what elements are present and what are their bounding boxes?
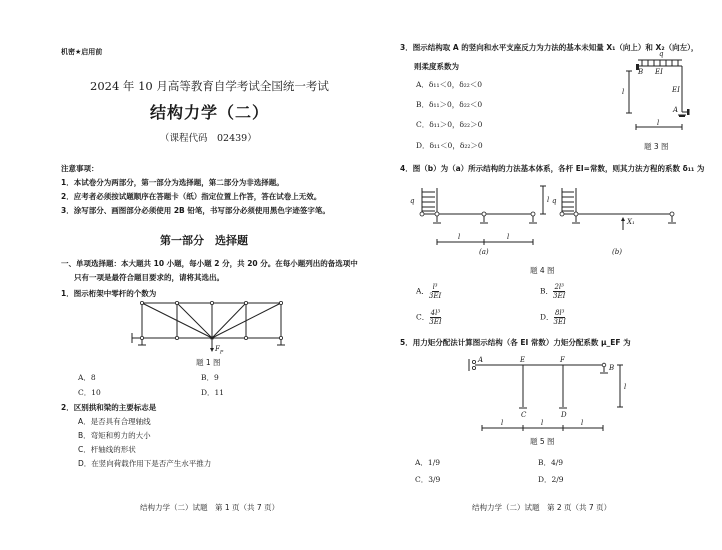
question-4-stem: 4．图（b）为（a）所示结构的力法基本体系，各杆 EI=常数，则其力法方程的系数 δ₁₁ 为: [400, 164, 705, 173]
load-label-fp: $F_P$: [215, 345, 224, 356]
fig3-label-ei-top: EI: [655, 68, 663, 76]
q2-option-a[interactable]: A．是否具有合理轴线: [78, 417, 151, 426]
frame-figure-5: [380, 0, 722, 450]
subject-title: 结构力学（二）: [150, 103, 270, 122]
note-item: 2．应考者必须按试题顺序在答题卡（纸）指定位置上作答，答在试卷上无效。: [61, 192, 322, 201]
figure-5-caption: 题 5 图: [530, 437, 555, 446]
q3-option-d[interactable]: D．δ₁₁＜0，δ₂₂＞0: [416, 141, 483, 150]
fig4-sub-b: (b): [612, 248, 622, 256]
question-5-stem: 5．用力矩分配法计算图示结构（各 EI 常数）力矩分配系数 μ_EF 为: [400, 338, 631, 347]
exam-title: 2024 年 10 月高等教育自学考试全国统一考试: [90, 79, 329, 93]
section-intro-cont: 只有一项是最符合题目要求的，请将其选出。: [74, 273, 224, 282]
notes-heading: 注意事项：: [61, 164, 99, 173]
course-code: （课程代码 02439）: [160, 133, 257, 144]
q4-option-c[interactable]: C． $\frac{\text{4l³}}{3EI}$: [416, 309, 442, 326]
fig5-label-f: F: [560, 356, 565, 364]
fig5-label-e: E: [520, 356, 526, 364]
q1-option-d[interactable]: D．11: [201, 388, 225, 397]
figure-3-caption: 题 3 图: [644, 142, 669, 151]
q4-option-a[interactable]: A． $\frac{\text{l³}}{3EI}$: [416, 283, 442, 300]
fig4-dim-vertical: l: [547, 196, 550, 204]
fig4b-label-q: q: [552, 197, 557, 205]
question-1-stem: 1．图示桁架中零杆的个数为: [61, 289, 157, 298]
q1-option-a[interactable]: A．8: [78, 373, 96, 382]
question-3-stem-cont: 则柔度系数为: [414, 62, 459, 71]
fig3-dim-vertical: l: [622, 88, 625, 96]
fig5-dim-l1: l: [501, 419, 504, 427]
q5-option-b[interactable]: B．4/9: [538, 458, 564, 467]
q2-option-d[interactable]: D．在竖向荷载作用下是否产生水平推力: [78, 459, 212, 468]
fig5-dim-l2: l: [541, 419, 544, 427]
q5-option-c[interactable]: C．3/9: [415, 475, 441, 484]
q4-option-b[interactable]: B． $\frac{\text{2l³}}{3EI}$: [540, 283, 566, 300]
q4-option-d[interactable]: D． $\frac{\text{8l³}}{3EI}$: [540, 309, 566, 326]
figure-4-caption: 题 4 图: [530, 266, 555, 275]
truss-figure: [0, 0, 370, 370]
q1-option-b[interactable]: B．9: [201, 373, 219, 382]
q3-option-b[interactable]: B．δ₁₁＞0，δ₂₂＜0: [416, 100, 483, 109]
fig3-label-b: B: [638, 68, 644, 76]
q3-option-c[interactable]: C．δ₁₁＞0，δ₂₂＞0: [416, 120, 483, 129]
fig5-dim-vertical: l: [624, 383, 627, 391]
question-3-stem: 3．图示结构取 A 的竖向和水平支座反力为力法的基本未知量 X₁（向上）和 X₂（向左），: [400, 43, 699, 52]
fig4-sub-a: (a): [479, 248, 489, 256]
fig4a-label-q: q: [410, 197, 415, 205]
note-item: 3．涂写部分、画图部分必须使用 2B 铅笔，书写部分必须使用黑色字迹签字笔。: [61, 206, 330, 215]
q3-option-a[interactable]: A．δ₁₁＜0，δ₂₂＜0: [416, 80, 483, 89]
page-2-footer: 结构力学（二）试题 第 2 页（共 7 页）: [472, 503, 612, 512]
q5-option-a[interactable]: A．1/9: [415, 458, 440, 467]
fig4b-label-x1: X₁: [627, 218, 635, 226]
q2-option-c[interactable]: C．杆轴线的形状: [78, 445, 136, 454]
fig5-label-a: A: [478, 356, 484, 364]
fig5-dim-l3: l: [581, 419, 584, 427]
section-intro: 一、单项选择题：本大题共 10 小题，每小题 2 分，共 20 分。在每小题列出的备选项中: [61, 259, 358, 268]
exam-page-2: [380, 0, 722, 550]
figure-1-caption: 题 1 图: [196, 358, 221, 367]
fig5-label-c: C: [521, 411, 527, 419]
note-item: 1．本试卷分为两部分，第一部分为选择题，第二部分为非选择题。: [61, 178, 284, 187]
page-1-footer: 结构力学（二）试题 第 1 页（共 7 页）: [140, 503, 280, 512]
fig4-dim-l2: l: [507, 233, 510, 241]
fig3-label-a: A: [673, 106, 679, 114]
fig5-label-b: B: [609, 364, 615, 372]
q5-option-d[interactable]: D．2/9: [538, 475, 564, 484]
q2-option-b[interactable]: B．弯矩和剪力的大小: [78, 431, 151, 440]
confidential-mark: 机密★启用前: [61, 48, 103, 56]
fig3-label-ei-side: EI: [672, 86, 680, 94]
part-title: 第一部分 选择题: [160, 234, 248, 247]
question-2-stem: 2．区别拱和梁的主要标志是: [61, 403, 157, 412]
fig4-dim-l1: l: [458, 233, 461, 241]
q1-option-c[interactable]: C．10: [78, 388, 101, 397]
fig5-label-d: D: [561, 411, 567, 419]
fig3-label-q: q: [659, 50, 664, 58]
fig3-dim-horizontal: l: [657, 119, 660, 127]
